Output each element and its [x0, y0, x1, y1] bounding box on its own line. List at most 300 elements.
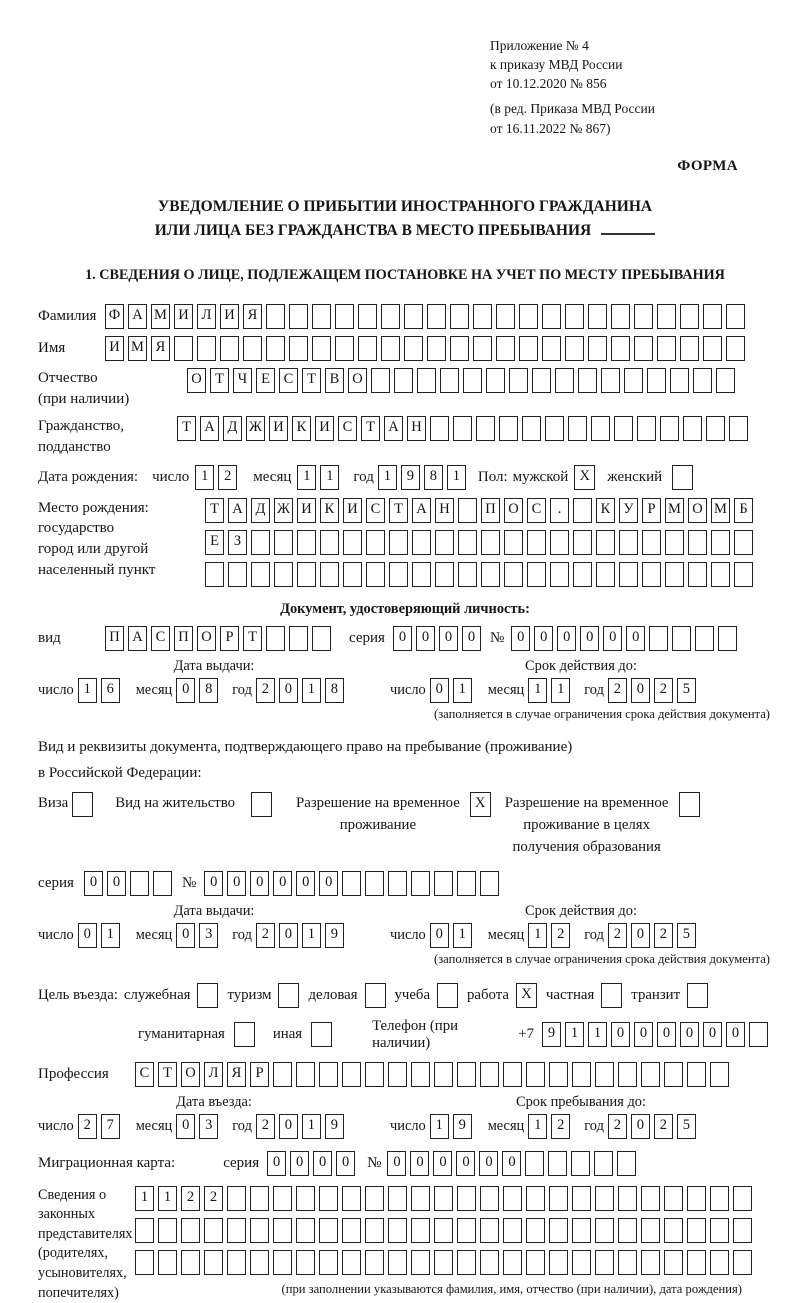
form-cell[interactable] — [572, 1250, 591, 1275]
form-cell[interactable] — [434, 1062, 453, 1087]
form-cell[interactable]: 2 — [256, 923, 275, 948]
form-cell[interactable]: Л — [204, 1062, 223, 1087]
form-cell[interactable] — [710, 1186, 729, 1211]
form-cell[interactable] — [463, 368, 482, 393]
form-cell[interactable] — [427, 336, 446, 361]
form-cell[interactable] — [273, 1186, 292, 1211]
form-cell[interactable] — [251, 530, 270, 555]
form-cell[interactable] — [296, 1062, 315, 1087]
form-cell[interactable] — [504, 562, 523, 587]
form-cell[interactable] — [527, 530, 546, 555]
form-cell[interactable]: 2 — [204, 1186, 223, 1211]
form-cell[interactable]: 3 — [199, 1114, 218, 1139]
form-cell[interactable]: И — [220, 304, 239, 329]
form-cell[interactable] — [319, 1186, 338, 1211]
form-cell[interactable] — [710, 1250, 729, 1275]
form-cell[interactable]: М — [711, 498, 730, 523]
form-cell[interactable] — [549, 1186, 568, 1211]
form-cell[interactable] — [664, 1218, 683, 1243]
form-cell[interactable]: М — [151, 304, 170, 329]
form-cell[interactable]: 1 — [378, 465, 397, 490]
form-cell[interactable] — [411, 1218, 430, 1243]
form-cell[interactable] — [726, 304, 745, 329]
form-cell[interactable]: И — [174, 304, 193, 329]
form-cell[interactable] — [227, 1218, 246, 1243]
form-cell[interactable] — [130, 871, 149, 896]
form-cell[interactable] — [642, 562, 661, 587]
form-cell[interactable]: С — [151, 626, 170, 651]
form-cell[interactable]: А — [128, 304, 147, 329]
form-cell[interactable] — [181, 1218, 200, 1243]
form-cell[interactable] — [251, 562, 270, 587]
form-cell[interactable]: 6 — [101, 678, 120, 703]
form-cell[interactable] — [289, 336, 308, 361]
form-cell[interactable]: Я — [243, 304, 262, 329]
form-cell[interactable]: 1 — [453, 678, 472, 703]
form-cell[interactable] — [296, 1250, 315, 1275]
form-cell[interactable]: 2 — [551, 1114, 570, 1139]
sex-female-checkbox[interactable] — [672, 465, 693, 490]
form-cell[interactable]: 1 — [101, 923, 120, 948]
form-cell[interactable] — [619, 530, 638, 555]
form-cell[interactable] — [480, 871, 499, 896]
form-cell[interactable] — [204, 1250, 223, 1275]
form-cell[interactable]: М — [665, 498, 684, 523]
form-cell[interactable] — [335, 336, 354, 361]
form-cell[interactable] — [158, 1250, 177, 1275]
form-cell[interactable]: 0 — [78, 923, 97, 948]
form-cell[interactable] — [250, 1218, 269, 1243]
form-cell[interactable] — [660, 416, 679, 441]
form-cell[interactable]: И — [297, 498, 316, 523]
form-cell[interactable] — [664, 1186, 683, 1211]
form-cell[interactable] — [404, 336, 423, 361]
form-cell[interactable]: 1 — [302, 1114, 321, 1139]
form-cell[interactable] — [205, 562, 224, 587]
form-cell[interactable] — [578, 368, 597, 393]
form-cell[interactable]: 0 — [107, 871, 126, 896]
form-cell[interactable]: Е — [205, 530, 224, 555]
form-cell[interactable] — [509, 368, 528, 393]
form-cell[interactable]: 0 — [84, 871, 103, 896]
form-cell[interactable] — [453, 416, 472, 441]
form-cell[interactable]: 0 — [296, 871, 315, 896]
form-cell[interactable]: 8 — [199, 678, 218, 703]
form-cell[interactable]: 0 — [680, 1022, 699, 1047]
form-cell[interactable]: 8 — [325, 678, 344, 703]
form-cell[interactable]: 0 — [410, 1151, 429, 1176]
form-cell[interactable]: О — [504, 498, 523, 523]
form-cell[interactable] — [683, 416, 702, 441]
form-cell[interactable] — [381, 304, 400, 329]
form-cell[interactable] — [716, 368, 735, 393]
form-cell[interactable] — [733, 1186, 752, 1211]
form-cell[interactable]: К — [292, 416, 311, 441]
form-cell[interactable] — [618, 1250, 637, 1275]
form-cell[interactable] — [404, 304, 423, 329]
form-cell[interactable]: 0 — [479, 1151, 498, 1176]
form-cell[interactable] — [388, 871, 407, 896]
form-cell[interactable]: 0 — [603, 626, 622, 651]
form-cell[interactable] — [153, 871, 172, 896]
form-cell[interactable]: 1 — [528, 1114, 547, 1139]
form-cell[interactable]: 1 — [453, 923, 472, 948]
form-cell[interactable] — [312, 626, 331, 651]
form-cell[interactable] — [573, 498, 592, 523]
form-cell[interactable] — [335, 304, 354, 329]
form-cell[interactable]: 5 — [677, 923, 696, 948]
form-cell[interactable] — [388, 1250, 407, 1275]
form-cell[interactable]: Р — [220, 626, 239, 651]
form-cell[interactable]: 2 — [78, 1114, 97, 1139]
form-cell[interactable] — [549, 1250, 568, 1275]
form-cell[interactable]: Д — [251, 498, 270, 523]
form-cell[interactable] — [365, 871, 384, 896]
form-cell[interactable] — [250, 1250, 269, 1275]
form-cell[interactable] — [526, 1250, 545, 1275]
form-cell[interactable] — [634, 336, 653, 361]
form-cell[interactable] — [637, 416, 656, 441]
form-cell[interactable] — [565, 304, 584, 329]
form-cell[interactable] — [365, 1250, 384, 1275]
form-cell[interactable]: И — [269, 416, 288, 441]
form-cell[interactable] — [412, 530, 431, 555]
residence-permit-checkbox[interactable] — [251, 792, 272, 817]
form-cell[interactable] — [611, 304, 630, 329]
form-cell[interactable] — [174, 336, 193, 361]
form-cell[interactable] — [473, 304, 492, 329]
form-cell[interactable] — [365, 1186, 384, 1211]
form-cell[interactable]: О — [181, 1062, 200, 1087]
form-cell[interactable] — [526, 1218, 545, 1243]
form-cell[interactable]: 0 — [279, 1114, 298, 1139]
form-cell[interactable]: А — [128, 626, 147, 651]
form-cell[interactable] — [526, 1062, 545, 1087]
form-cell[interactable] — [503, 1062, 522, 1087]
form-cell[interactable]: Я — [227, 1062, 246, 1087]
form-cell[interactable] — [458, 562, 477, 587]
form-cell[interactable] — [549, 1062, 568, 1087]
form-cell[interactable] — [634, 304, 653, 329]
form-cell[interactable]: З — [228, 530, 247, 555]
form-cell[interactable] — [496, 336, 515, 361]
form-cell[interactable] — [665, 562, 684, 587]
form-cell[interactable] — [601, 368, 620, 393]
form-cell[interactable] — [734, 530, 753, 555]
temp-residence-checkbox[interactable]: X — [470, 792, 491, 817]
form-cell[interactable]: Д — [223, 416, 242, 441]
form-cell[interactable] — [266, 626, 285, 651]
form-cell[interactable] — [450, 304, 469, 329]
form-cell[interactable] — [565, 336, 584, 361]
form-cell[interactable] — [457, 871, 476, 896]
form-cell[interactable] — [572, 1218, 591, 1243]
form-cell[interactable] — [734, 562, 753, 587]
form-cell[interactable] — [519, 304, 538, 329]
form-cell[interactable]: 0 — [313, 1151, 332, 1176]
form-cell[interactable] — [371, 368, 390, 393]
purpose-business-checkbox[interactable] — [365, 983, 386, 1008]
form-cell[interactable]: 8 — [424, 465, 443, 490]
form-cell[interactable] — [342, 1062, 361, 1087]
purpose-official-checkbox[interactable] — [197, 983, 218, 1008]
form-cell[interactable]: 7 — [101, 1114, 120, 1139]
form-cell[interactable] — [649, 626, 668, 651]
form-cell[interactable] — [703, 336, 722, 361]
form-cell[interactable] — [729, 416, 748, 441]
form-cell[interactable] — [435, 562, 454, 587]
form-cell[interactable] — [641, 1250, 660, 1275]
form-cell[interactable] — [526, 1186, 545, 1211]
form-cell[interactable] — [381, 336, 400, 361]
form-cell[interactable] — [411, 1250, 430, 1275]
purpose-study-checkbox[interactable] — [437, 983, 458, 1008]
form-cell[interactable]: 0 — [267, 1151, 286, 1176]
form-cell[interactable]: Я — [151, 336, 170, 361]
form-cell[interactable]: 2 — [181, 1186, 200, 1211]
form-cell[interactable]: Б — [734, 498, 753, 523]
form-cell[interactable] — [358, 304, 377, 329]
form-cell[interactable] — [220, 336, 239, 361]
form-cell[interactable] — [588, 336, 607, 361]
form-cell[interactable] — [703, 304, 722, 329]
form-cell[interactable] — [440, 368, 459, 393]
form-cell[interactable] — [595, 1062, 614, 1087]
form-cell[interactable] — [273, 1062, 292, 1087]
form-cell[interactable]: 1 — [158, 1186, 177, 1211]
form-cell[interactable]: А — [200, 416, 219, 441]
form-cell[interactable] — [458, 530, 477, 555]
form-cell[interactable]: К — [596, 498, 615, 523]
form-cell[interactable]: Т — [210, 368, 229, 393]
form-cell[interactable] — [595, 1250, 614, 1275]
form-cell[interactable] — [450, 336, 469, 361]
form-cell[interactable] — [342, 1250, 361, 1275]
form-cell[interactable]: 9 — [453, 1114, 472, 1139]
form-cell[interactable]: А — [384, 416, 403, 441]
form-cell[interactable] — [427, 304, 446, 329]
form-cell[interactable]: Р — [642, 498, 661, 523]
form-cell[interactable] — [476, 416, 495, 441]
form-cell[interactable] — [434, 1218, 453, 1243]
form-cell[interactable]: 0 — [631, 1114, 650, 1139]
form-cell[interactable]: 0 — [279, 923, 298, 948]
form-cell[interactable]: П — [105, 626, 124, 651]
form-cell[interactable] — [726, 336, 745, 361]
form-cell[interactable] — [342, 1218, 361, 1243]
form-cell[interactable] — [266, 336, 285, 361]
form-cell[interactable] — [343, 562, 362, 587]
form-cell[interactable]: О — [187, 368, 206, 393]
form-cell[interactable]: Т — [205, 498, 224, 523]
form-cell[interactable]: 0 — [176, 678, 195, 703]
form-cell[interactable] — [504, 530, 523, 555]
form-cell[interactable]: 0 — [511, 626, 530, 651]
form-cell[interactable] — [641, 1062, 660, 1087]
form-cell[interactable] — [519, 336, 538, 361]
form-cell[interactable]: 9 — [325, 1114, 344, 1139]
form-cell[interactable] — [389, 562, 408, 587]
form-cell[interactable]: 0 — [557, 626, 576, 651]
form-cell[interactable]: 1 — [195, 465, 214, 490]
form-cell[interactable]: 2 — [654, 923, 673, 948]
form-cell[interactable] — [457, 1250, 476, 1275]
form-cell[interactable] — [711, 530, 730, 555]
form-cell[interactable] — [430, 416, 449, 441]
form-cell[interactable] — [672, 626, 691, 651]
form-cell[interactable]: 0 — [634, 1022, 653, 1047]
form-cell[interactable] — [480, 1250, 499, 1275]
form-cell[interactable] — [680, 304, 699, 329]
form-cell[interactable] — [595, 1186, 614, 1211]
form-cell[interactable] — [680, 336, 699, 361]
form-cell[interactable] — [457, 1186, 476, 1211]
purpose-other-checkbox[interactable] — [311, 1022, 332, 1047]
form-cell[interactable] — [525, 1151, 544, 1176]
purpose-work-checkbox[interactable]: X — [516, 983, 537, 1008]
form-cell[interactable] — [588, 304, 607, 329]
form-cell[interactable] — [522, 416, 541, 441]
form-cell[interactable]: П — [481, 498, 500, 523]
form-cell[interactable] — [710, 1218, 729, 1243]
form-cell[interactable] — [297, 562, 316, 587]
form-cell[interactable] — [320, 562, 339, 587]
form-cell[interactable] — [388, 1218, 407, 1243]
form-cell[interactable]: Ж — [274, 498, 293, 523]
form-cell[interactable] — [550, 562, 569, 587]
form-cell[interactable] — [342, 1186, 361, 1211]
form-cell[interactable]: Л — [197, 304, 216, 329]
form-cell[interactable] — [411, 1186, 430, 1211]
form-cell[interactable]: 0 — [176, 923, 195, 948]
form-cell[interactable] — [366, 562, 385, 587]
form-cell[interactable] — [688, 562, 707, 587]
form-cell[interactable] — [480, 1186, 499, 1211]
form-cell[interactable] — [642, 530, 661, 555]
form-cell[interactable]: 1 — [551, 678, 570, 703]
form-cell[interactable]: 0 — [726, 1022, 745, 1047]
form-cell[interactable] — [687, 1062, 706, 1087]
form-cell[interactable] — [688, 530, 707, 555]
form-cell[interactable]: 0 — [703, 1022, 722, 1047]
form-cell[interactable]: Е — [256, 368, 275, 393]
form-cell[interactable] — [549, 1218, 568, 1243]
form-cell[interactable] — [320, 530, 339, 555]
form-cell[interactable] — [596, 562, 615, 587]
form-cell[interactable]: 2 — [608, 1114, 627, 1139]
form-cell[interactable] — [435, 530, 454, 555]
form-cell[interactable]: 0 — [439, 626, 458, 651]
form-cell[interactable]: 2 — [608, 678, 627, 703]
form-cell[interactable]: П — [174, 626, 193, 651]
form-cell[interactable]: 9 — [401, 465, 420, 490]
form-cell[interactable]: 0 — [433, 1151, 452, 1176]
form-cell[interactable] — [503, 1218, 522, 1243]
form-cell[interactable]: 2 — [256, 1114, 275, 1139]
form-cell[interactable]: 0 — [631, 678, 650, 703]
form-cell[interactable] — [289, 304, 308, 329]
form-cell[interactable]: И — [315, 416, 334, 441]
form-cell[interactable] — [388, 1062, 407, 1087]
form-cell[interactable]: 0 — [580, 626, 599, 651]
form-cell[interactable] — [274, 530, 293, 555]
form-cell[interactable]: К — [320, 498, 339, 523]
form-cell[interactable]: А — [412, 498, 431, 523]
form-cell[interactable] — [619, 562, 638, 587]
form-cell[interactable]: Т — [158, 1062, 177, 1087]
form-cell[interactable]: С — [135, 1062, 154, 1087]
form-cell[interactable] — [343, 530, 362, 555]
form-cell[interactable] — [568, 416, 587, 441]
form-cell[interactable] — [718, 626, 737, 651]
form-cell[interactable]: У — [619, 498, 638, 523]
form-cell[interactable]: 0 — [631, 923, 650, 948]
form-cell[interactable] — [555, 368, 574, 393]
form-cell[interactable] — [670, 368, 689, 393]
form-cell[interactable] — [695, 626, 714, 651]
form-cell[interactable]: 1 — [528, 678, 547, 703]
form-cell[interactable]: 1 — [302, 923, 321, 948]
form-cell[interactable] — [665, 530, 684, 555]
form-cell[interactable]: 1 — [528, 923, 547, 948]
form-cell[interactable]: Н — [435, 498, 454, 523]
form-cell[interactable] — [572, 1062, 591, 1087]
form-cell[interactable]: М — [128, 336, 147, 361]
form-cell[interactable] — [542, 336, 561, 361]
form-cell[interactable]: О — [197, 626, 216, 651]
form-cell[interactable]: 9 — [325, 923, 344, 948]
form-cell[interactable] — [457, 1218, 476, 1243]
form-cell[interactable]: 0 — [204, 871, 223, 896]
form-cell[interactable] — [733, 1250, 752, 1275]
form-cell[interactable] — [135, 1218, 154, 1243]
form-cell[interactable]: 5 — [677, 678, 696, 703]
form-cell[interactable] — [611, 336, 630, 361]
form-cell[interactable]: С — [338, 416, 357, 441]
form-cell[interactable] — [312, 304, 331, 329]
form-cell[interactable] — [657, 336, 676, 361]
form-cell[interactable] — [289, 626, 308, 651]
form-cell[interactable] — [480, 1062, 499, 1087]
form-cell[interactable] — [550, 530, 569, 555]
form-cell[interactable]: Т — [389, 498, 408, 523]
form-cell[interactable] — [664, 1062, 683, 1087]
form-cell[interactable]: 1 — [430, 1114, 449, 1139]
form-cell[interactable]: 2 — [654, 678, 673, 703]
form-cell[interactable] — [342, 871, 361, 896]
form-cell[interactable]: 2 — [551, 923, 570, 948]
form-cell[interactable] — [228, 562, 247, 587]
form-cell[interactable] — [595, 1218, 614, 1243]
form-cell[interactable]: 0 — [430, 678, 449, 703]
form-cell[interactable] — [503, 1250, 522, 1275]
form-cell[interactable]: С — [279, 368, 298, 393]
visa-checkbox[interactable] — [72, 792, 93, 817]
form-cell[interactable]: А — [228, 498, 247, 523]
form-cell[interactable] — [594, 1151, 613, 1176]
form-cell[interactable]: 0 — [462, 626, 481, 651]
form-cell[interactable] — [417, 368, 436, 393]
form-cell[interactable] — [319, 1062, 338, 1087]
form-cell[interactable]: 0 — [416, 626, 435, 651]
form-cell[interactable]: 9 — [542, 1022, 561, 1047]
form-cell[interactable]: 5 — [677, 1114, 696, 1139]
form-cell[interactable]: 1 — [447, 465, 466, 490]
form-cell[interactable]: 1 — [565, 1022, 584, 1047]
form-cell[interactable] — [458, 498, 477, 523]
form-cell[interactable]: Р — [250, 1062, 269, 1087]
form-cell[interactable]: Ж — [246, 416, 265, 441]
